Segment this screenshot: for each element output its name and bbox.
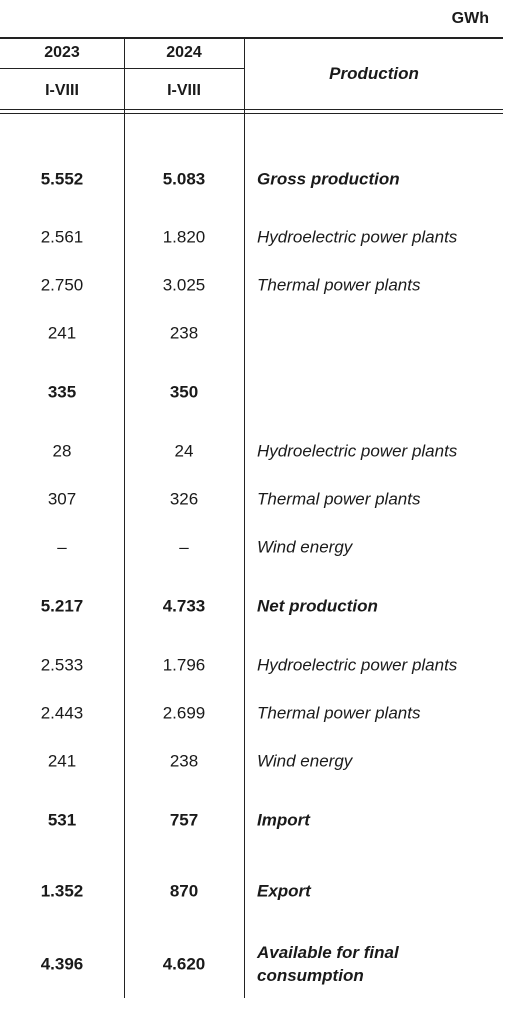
header-bottom-rule-2 bbox=[0, 113, 503, 114]
value-2024: 24 bbox=[174, 441, 194, 461]
table-row bbox=[0, 528, 523, 568]
unit-label: GWh bbox=[451, 10, 489, 27]
table-top-rule bbox=[0, 37, 503, 39]
row-label: Hydroelectric power plants bbox=[257, 227, 458, 247]
value-2023: 335 bbox=[47, 382, 77, 402]
value-2024: 2.699 bbox=[162, 703, 206, 723]
row-label: Available for final consumption bbox=[257, 943, 399, 985]
value-2024: 238 bbox=[169, 751, 199, 771]
value-2024: 870 bbox=[169, 881, 199, 901]
value-2023: 2.750 bbox=[40, 275, 84, 295]
row-label: Export bbox=[257, 881, 311, 901]
header-production: Production bbox=[329, 64, 419, 83]
value-2023: 2.533 bbox=[40, 655, 84, 675]
table-row bbox=[0, 218, 523, 258]
table-row bbox=[0, 432, 523, 472]
table-row bbox=[0, 801, 523, 841]
value-2023: 307 bbox=[47, 489, 77, 509]
row-label: Thermal power plants bbox=[257, 703, 421, 723]
row-label: Thermal power plants bbox=[257, 489, 421, 509]
table-row bbox=[0, 587, 523, 627]
row-label: Gross production bbox=[257, 169, 400, 189]
row-label: Wind energy bbox=[257, 537, 353, 557]
value-2024: 757 bbox=[169, 810, 199, 830]
table-row bbox=[0, 314, 523, 354]
value-2024: 238 bbox=[169, 323, 199, 343]
row-label: Net production bbox=[257, 596, 378, 616]
value-2023: 28 bbox=[52, 441, 72, 461]
table-row bbox=[0, 872, 523, 912]
header-period-2023: I-VIII bbox=[45, 82, 79, 99]
value-2023: 4.396 bbox=[40, 954, 84, 974]
header-mid-rule bbox=[0, 68, 245, 69]
header-bottom-rule bbox=[0, 109, 503, 110]
value-2024: 5.083 bbox=[162, 169, 206, 189]
table-row bbox=[0, 694, 523, 734]
value-2024: 326 bbox=[169, 489, 199, 509]
row-label: Import bbox=[257, 810, 310, 830]
table-row bbox=[0, 160, 523, 200]
table-row bbox=[0, 373, 523, 413]
value-2023: 5.552 bbox=[40, 169, 84, 189]
value-2023: 5.217 bbox=[40, 596, 84, 616]
table-row bbox=[0, 742, 523, 782]
value-2023: 531 bbox=[47, 810, 77, 830]
value-2023: 241 bbox=[47, 751, 77, 771]
value-2024: 1.796 bbox=[162, 655, 206, 675]
table-row bbox=[0, 480, 523, 520]
header-year-2024: 2024 bbox=[166, 44, 202, 61]
value-2024: 3.025 bbox=[162, 275, 206, 295]
header-period-2024: I-VIII bbox=[167, 82, 201, 99]
value-2023: 241 bbox=[47, 323, 77, 343]
row-label: Wind energy bbox=[257, 751, 353, 771]
value-2024: 350 bbox=[169, 382, 199, 402]
value-2023: 2.443 bbox=[40, 703, 84, 723]
row-label: Hydroelectric power plants bbox=[257, 655, 458, 675]
value-2024: – bbox=[179, 537, 189, 557]
value-2024: 4.733 bbox=[162, 596, 206, 616]
value-2024: 1.820 bbox=[162, 227, 206, 247]
value-2024: 4.620 bbox=[162, 954, 206, 974]
table-row bbox=[0, 266, 523, 306]
value-2023: 2.561 bbox=[40, 227, 84, 247]
row-label: Hydroelectric power plants bbox=[257, 441, 458, 461]
header-year-2023: 2023 bbox=[44, 44, 80, 61]
table-row bbox=[0, 942, 523, 988]
table-row bbox=[0, 646, 523, 686]
value-2023: – bbox=[57, 537, 67, 557]
value-2023: 1.352 bbox=[40, 881, 84, 901]
row-label: Thermal power plants bbox=[257, 275, 421, 295]
